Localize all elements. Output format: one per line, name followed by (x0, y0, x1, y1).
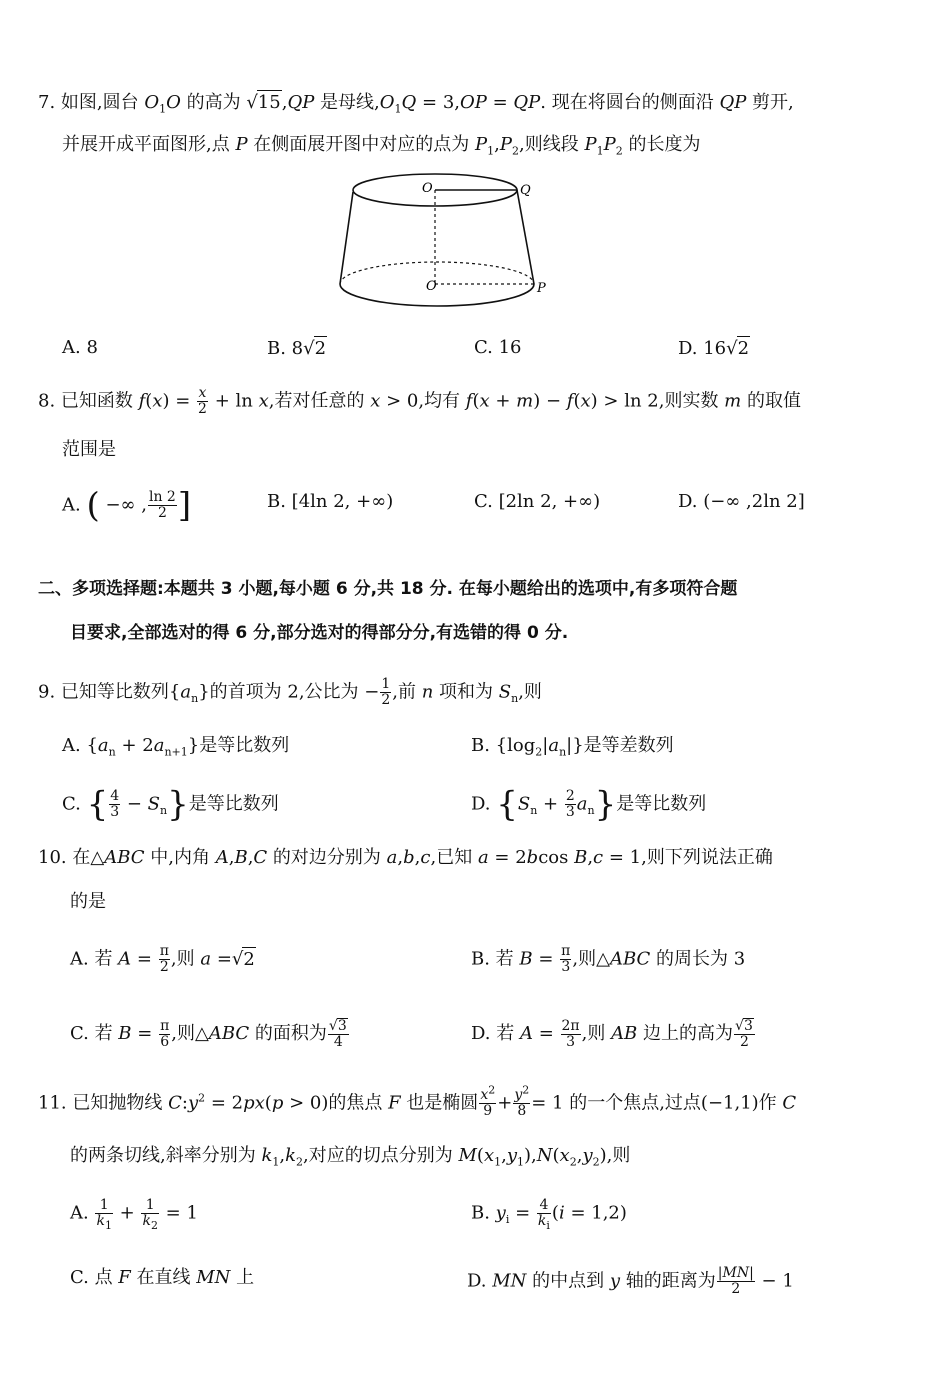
q10-option-a[interactable]: A. 若 A = $\frac{\pi}{2}$ ,则 a =√2 (70, 943, 255, 975)
q9-option-b[interactable]: B. $\{\log_2|a_n|\}$是等差数列 (471, 735, 674, 759)
q10-option-d[interactable]: D. 若 A = $\frac{2\pi}{3}$ ,则 AB 边上的高为 $\frac{√3}{2}$ (471, 1017, 753, 1050)
label-Q: Q (520, 183, 531, 198)
section2-heading-line2: 目要求,全部选对的得 6 分,部分选对的得部分分,有选错的得 0 分. (70, 623, 569, 643)
frustum-bottom-front-arc (340, 284, 534, 306)
q11-option-b[interactable]: B. $y_i$ = $\frac{4}{k_i}$ (i = 1,2) (471, 1197, 627, 1232)
q8-stem-line2: 范围是 (62, 439, 116, 460)
label-O: O (426, 279, 437, 294)
q7-option-b[interactable]: B. 8√2 (267, 338, 327, 359)
q9-option-d[interactable]: D. {$S_n$ + $\frac{2}{3}$ $a_n$}是等比数列 (471, 784, 707, 825)
generatrix-QP (517, 190, 534, 284)
q7-stem-line1: 7. 如图,圆台 $O_1O$ 的高为 √15,QP 是母线$,O_1Q = 3,OP$ = QP. 现在将圆台的侧面沿 QP 剪开, (38, 92, 794, 116)
q9-stem: 9. 已知等比数列$\{a_n\}$的首项为 2,公比为 − $\frac{1}{2}$ ,前 n 项和为 $S_n$,则 (38, 676, 542, 708)
q10-option-b[interactable]: B. 若 B = $\frac{\pi}{3}$ ,则△ABC 的周长为 3 (471, 943, 746, 975)
q8-option-c[interactable]: C. [2ln 2, +∞) (474, 491, 601, 512)
q7-stem-line2: 并展开成平面图形,点 P 在侧面展开图中对应的点为 $P_1,P_2$,则线段 $P_1P_2$ 的长度为 (62, 134, 701, 158)
q7-option-c[interactable]: C. 16 (474, 337, 522, 358)
q7-option-a[interactable]: A. 8 (62, 337, 98, 358)
frustum-left-side (340, 192, 353, 284)
section2-heading-line1: 二、多项选择题:本题共 3 小题,每小题 6 分,共 18 分. 在每小题给出的选项中,有多项符合题 (38, 579, 738, 599)
label-P: P (537, 281, 546, 296)
q10-stem-line1: 10. 在△ABC 中,内角 A,B,C 的对边分别为 a,b,c,已知 a = 2bcos B,c = 1,则下列说法正确 (38, 847, 773, 868)
q11-stem-line1: 11. 已知抛物线 $C:y^2 = 2px(p > 0)$的焦点 F 也是椭圆 $\frac{x^2}{9}$ + $\frac{y^2}{8}$ = 1 的一个焦点,过点(−1,1)作 C (38, 1083, 797, 1119)
q11-option-d[interactable]: D. MN 的中点到 y 轴的距离为 $\frac{|MN|}{2}$ − 1 (467, 1265, 794, 1297)
q7-option-d[interactable]: D. 16√2 (678, 338, 750, 359)
q9-option-a[interactable]: A. $\{a_n + 2a_{n+1}\}$是等比数列 (62, 735, 290, 759)
q8-stem-line1: 8. 已知函数 f(x) = $\frac{x}{2}$ + ln x,若对任意的 x > 0,均有 f(x + m) − f(x) > ln 2,则实数 m 的取值 (38, 385, 801, 417)
q11-option-a[interactable]: A. $\frac{1}{k_1}$ + $\frac{1}{k_2}$ = 1 (70, 1197, 198, 1232)
q9-option-c[interactable]: C. { $\frac{4}{3}$ − $S_n$}是等比数列 (62, 784, 279, 825)
q10-option-c[interactable]: C. 若 B = $\frac{\pi}{6}$ ,则△ABC 的面积为 $\frac{√3}{4}$ (70, 1017, 347, 1050)
q10-stem-line2: 的是 (70, 891, 106, 912)
frustum-figure (330, 160, 570, 320)
label-O1: O (422, 181, 433, 196)
q8-option-b[interactable]: B. [4ln 2, +∞) (267, 491, 394, 512)
frustum-bottom-back-arc (340, 262, 534, 284)
q8-option-d[interactable]: D. (−∞ ,2ln 2] (678, 491, 805, 512)
q11-stem-line2: 的两条切线,斜率分别为 $k_1,k_2$,对应的切点分别为 $M(x_1,y_1),N(x_2,y_2)$,则 (70, 1145, 631, 1169)
q11-option-c[interactable]: C. 点 F 在直线 MN 上 (70, 1267, 255, 1288)
q8-option-a[interactable]: A. ( −∞ , $\frac{\ln 2}{2}$ ] (62, 485, 192, 526)
